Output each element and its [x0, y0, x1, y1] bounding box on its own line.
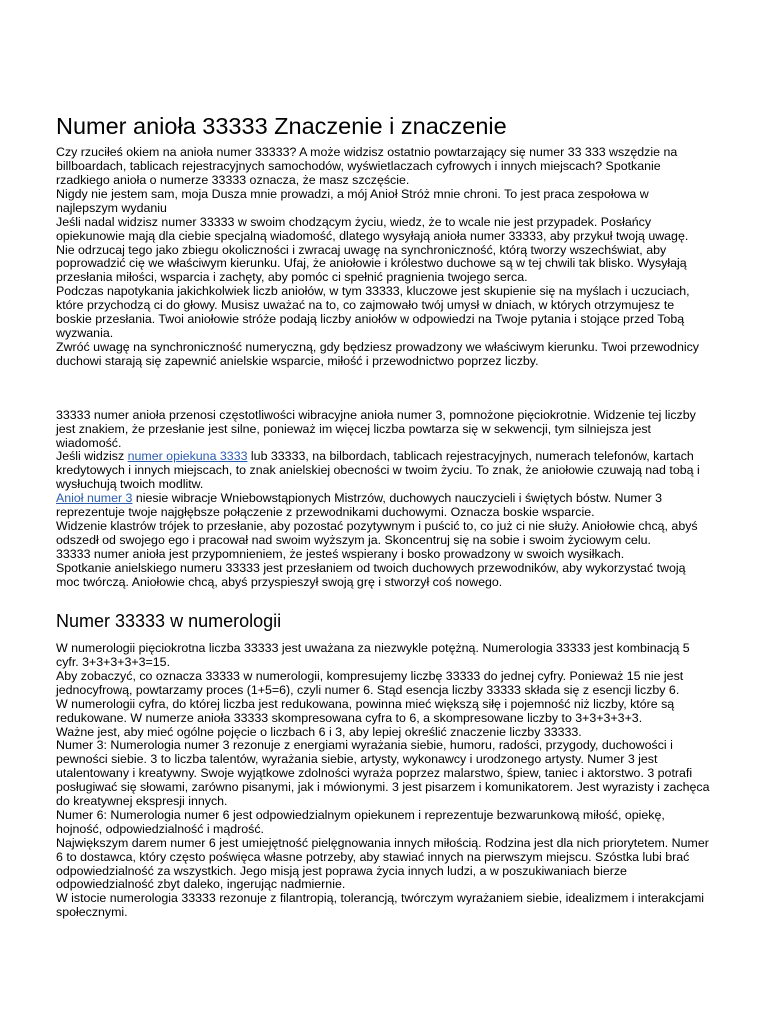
paragraph: 33333 numer anioła jest przypomnieniem, że jesteś wspierany i bosko prowadzony w swoich wysiłkach. — [56, 546, 625, 561]
paragraph: Ważne jest, aby mieć ogólne pojęcie o liczbach 6 i 3, aby lepiej określić znaczenie liczby 33333. — [56, 724, 582, 739]
numerology-section — [56, 642, 712, 920]
paragraph: W istocie numerologia 33333 rezonuje z filantropią, tolerancją, twórczym wyrażaniem siebie, idealizmem i interakcjami społecznymi. — [56, 891, 705, 920]
page-title: Numer anioła 33333 Znaczenie i znaczenie — [56, 113, 507, 139]
paragraph: Spotkanie anielskiego numeru 33333 jest przesłaniem od twoich duchowych przewodników, aby wykorzystać twoją moc twórczą. Aniołowie chcą, abyś przyspieszył swoją grę i stworzył coś nowego. — [56, 560, 686, 589]
spacer — [56, 589, 712, 611]
paragraph-with-link — [56, 492, 712, 520]
paragraph: 33333 numer anioła przenosi częstotliwości wibracyjne anioła numer 3, pomnożone pięciokrotnie. Widzenie tej liczby jest znakiem, że przesłanie jest silne, ponieważ im więcej liczba powtarza się w sekwencji, tym silniejsza jest wiadomość. — [56, 407, 696, 450]
section-heading: Numer 33333 w numerologii — [56, 611, 282, 632]
intro-section — [56, 146, 712, 369]
text-run: Jeśli widzisz — [56, 449, 128, 464]
angel-number-3-link[interactable]: Anioł numer 3 — [56, 491, 133, 506]
paragraph: Podczas napotykania jakichkolwiek liczb aniołów, w tym 33333, kluczowe jest skupienie się na myślach i uczuciach, które przychodzą ci do głowy. Musisz uważać na to, co zajmowało twój umysł w dniach, w których otrzymujesz te boskie przesłania. Twoi aniołowie stróże podają liczby aniołów w odpowiedzi na Twoje pytania i stojące przed Tobą wyzwania. — [56, 284, 690, 340]
text-run: lub 33333, na bilbordach, tablicach rejestracyjnych, numerach telefonów, kartach kredytowych i innych miejscach, to znak anielskiej obecności w twoim życiu. To znak, że aniołowie czuwają nad tobą i wysłuchują twoich modlitw. — [56, 449, 700, 492]
guardian-number-3333-link[interactable]: numer opiekuna 3333 — [127, 449, 248, 464]
paragraph: Czy rzuciłeś okiem na anioła numer 33333? A może widzisz ostatnio powtarzający się numer 33 333 wszędzie na billboardach, tablicach rejestracyjnych samochodów, wyświetlaczach cyfrowych i innych miejscach? Spotkanie rzadkiego anioła o numerze 33333 oznacza, że masz szczęście. — [56, 145, 678, 187]
paragraph: W numerologii pięciokrotna liczba 33333 jest uważana za niezwykle potężną. Numerologia 33333 jest kombinacją 5 cyfr. 3+3+3+3+3=15. — [56, 641, 690, 669]
paragraph: Jeśli nadal widzisz numer 33333 w swoim chodzącym życiu, wiedz, że to wcale nie jest przypadek. Posłańcy opiekunowie mają dla ciebie specjalną wiadomość, dlatego wysyłają anioła numer 33333, aby przykuł twoją uwagę. — [56, 214, 689, 243]
paragraph-with-link — [56, 450, 712, 492]
vibration-section — [56, 409, 712, 590]
text-run: niesie wibracje Wniebowstąpionych Mistrzów, duchowych nauczycieli i świętych bóstw. Numer 3 reprezentuje twoje najgłębsze połączenie z przewodnikami duchowymi. Oznacza boskie wsparcie. — [56, 491, 663, 520]
paragraph: Największym darem numer 6 jest umiejętność pielęgnowania innych miłością. Rodzina jest dla nich priorytetem. Numer 6 to dostawca, który często poświęca własne potrzeby, aby stawiać innych na pierwszym miejscu. Szóstka lubi brać odpowiedzialność za wszystkich. Jego misją jest poprawa życia innych ludzi, a w poszukiwaniach bierze odpowiedzialność zbyt daleko, ingerując nadmiernie. — [56, 835, 709, 892]
paragraph: Nigdy nie jestem sam, moja Dusza mnie prowadzi, a mój Anioł Stróż mnie chroni. To jest praca zespołowa w najlepszym wydaniu — [56, 186, 649, 215]
paragraph: Zwróć uwagę na synchroniczność numeryczną, gdy będziesz prowadzony we właściwym kierunku. Twoi przewodnicy duchowi starają się zapewnić anielskie wsparcie, miłość i przewodnictwo poprzez liczby. — [56, 339, 699, 368]
paragraph: Nie odrzucaj tego jako zbiegu okoliczności i zwracaj uwagę na synchroniczność, którą tworzy wszechświat, aby poprowadzić cię we właściwym kierunku. Ufaj, że aniołowie i królestwo duchowe są w tej chwili tak blisko. Wysyłają przesłania miłości, wsparcia i zachęty, aby pomóc ci spełnić pragnienia twojego serca. — [56, 242, 687, 285]
paragraph: Widzenie klastrów trójek to przesłanie, aby pozostać pozytywnym i puścić to, co już ci nie służy. Aniołowie chcą, abyś odszedł od swojego ego i pracował nad swoim wyższym ja. Skoncentruj się na sobie i swoim życiowym celu. — [56, 518, 698, 547]
paragraph: W numerologii cyfra, do której liczba jest redukowana, powinna mieć większą siłę i pojemność niż liczby, które są redukowane. W numerze anioła 33333 skompresowana cyfra to 6, a skompresowane liczby to 3+3+3+3+3. — [56, 696, 675, 725]
spacer — [56, 369, 712, 409]
paragraph: Numer 3: Numerologia numer 3 rezonuje z energiami wyrażania siebie, humoru, radości, przygody, duchowości i pewności siebie. 3 to liczba talentów, wyrażania siebie, artysty, wykonawcy i urodzonego artysty. Numer 3 jest utalentowany i kreatywny. Swoje wyjątkowe zdolności wyraża poprzez malarstwo, śpiew, taniec i aktorstwo. 3 potrafi posługiwać się słowami, zarówno pisanymi, jak i mówionymi. 3 jest pisarzem i komunikatorem. Jest wyrazisty i zachęca do kreatywnej ekspresji innych. — [56, 738, 710, 809]
paragraph: Numer 6: Numerologia numer 6 jest odpowiedzialnym opiekunem i reprezentuje bezwarunkową miłość, opiekę, hojność, odpowiedzialność i mądrość. — [56, 807, 665, 836]
paragraph: Aby zobaczyć, co oznacza 33333 w numerologii, kompresujemy liczbę 33333 do jednej cyfry. Ponieważ 15 nie jest jednocyfrową, powtarzamy proces (1+5=6), czyli numer 6. Stąd esencja liczby 33333 składa się z esencji liczby 6. — [56, 668, 684, 697]
